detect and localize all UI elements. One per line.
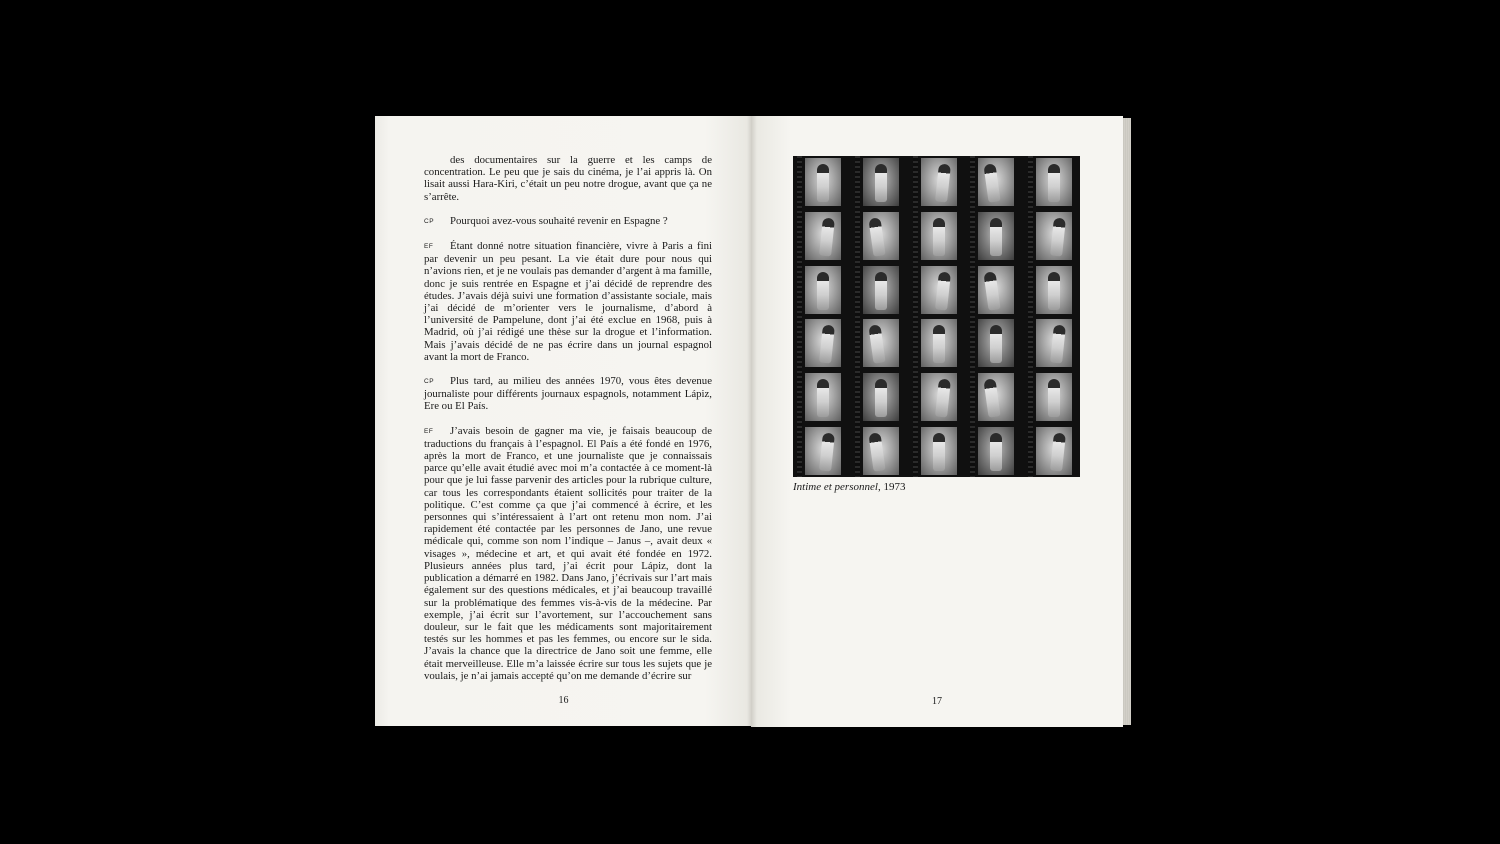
paragraph-text: Étant donné notre situation financière, vivre à Paris a fini par devenir un peu pesant. La vie était dure pour nous qui n’avions rien, et je ne voulais pas demander d’argent à ma famille, donc je suis rentrée en Espagne et j’ai décidé de reprendre des études. J’avais déjà suivi une formation d’assistante sociale, mais j’ai décidé de m’orienter vers le journalisme, d’abord à l’université de Pampelune, dont j’ai été exclue en 1968, puis à Madrid, où j’ai rédigé une thèse sur la drogue et l’information. Mais j’avais décidé de ne pas écrire dans un journal espagnol avant la mort de Franco. bbox=[424, 240, 712, 363]
film-frame bbox=[921, 319, 957, 367]
film-frame bbox=[1036, 266, 1072, 314]
film-strip bbox=[970, 156, 1018, 477]
figure-silhouette bbox=[875, 272, 887, 310]
paragraph bbox=[424, 240, 712, 363]
figure-silhouette bbox=[984, 379, 1001, 418]
speaker-label: EF bbox=[424, 427, 434, 435]
figure-silhouette bbox=[875, 379, 887, 417]
film-frame bbox=[805, 427, 841, 475]
film-frame bbox=[863, 373, 899, 421]
caption-title: Intime et personnel bbox=[793, 481, 878, 493]
film-frame bbox=[863, 319, 899, 367]
figure-silhouette bbox=[1048, 379, 1060, 417]
figure-silhouette bbox=[933, 433, 945, 471]
figure-silhouette bbox=[984, 271, 1001, 310]
figure-silhouette bbox=[875, 164, 887, 202]
film-frame bbox=[805, 266, 841, 314]
film-frame bbox=[805, 212, 841, 260]
figure-silhouette bbox=[933, 218, 945, 256]
film-frame bbox=[805, 373, 841, 421]
figure-silhouette bbox=[817, 379, 829, 417]
figure-silhouette bbox=[935, 379, 951, 418]
left-page bbox=[375, 116, 752, 726]
figure-silhouette bbox=[819, 217, 835, 256]
film-frame bbox=[978, 158, 1014, 206]
film-frame bbox=[805, 158, 841, 206]
photo-caption bbox=[793, 481, 905, 493]
speaker-label: CP bbox=[424, 217, 435, 225]
figure-silhouette bbox=[868, 217, 885, 256]
figure-silhouette bbox=[819, 432, 835, 471]
speaker-label: EF bbox=[424, 243, 434, 251]
film-frame bbox=[978, 266, 1014, 314]
figure-silhouette bbox=[817, 272, 829, 310]
figure-silhouette bbox=[819, 325, 835, 364]
film-frame bbox=[978, 427, 1014, 475]
paragraph bbox=[424, 425, 712, 682]
film-strip bbox=[797, 156, 845, 477]
figure-silhouette bbox=[990, 218, 1002, 256]
film-strip bbox=[855, 156, 903, 477]
paragraph-text: des documentaires sur la guerre et les camps de concentration. Le peu que je sais du cinéma, je l’ai appris là. On lisait aussi Hara-Kiri, c’était un peu notre drogue, avant que ça ne s’arrête. bbox=[424, 154, 712, 203]
paragraph bbox=[424, 375, 712, 413]
film-frame bbox=[863, 427, 899, 475]
figure-silhouette bbox=[935, 271, 951, 310]
paragraph-text: J’avais besoin de gagner ma vie, je faisais beaucoup de traductions du français à l’espagnol. El País a été fondé en 1976, après la mort de Franco, et une journaliste que je connaissais parce qu’elle avait étudié avec moi m’a contactée à ce moment-là pour que je lui fasse parvenir des articles pour la rubrique culture, car tous les correspondants étaient sollicités pour traiter de la politique. C’est comme ça que j’ai commencé à écrire, et les personnes qui s’intéressaient à l’art ont retenu mon nom. J’ai rapidement été contactée par les personnes de Jano, une revue médicale qui, comme son nom l’indique – Janus –, avait deux « visages », médecine et art, et qui avait été fondée en 1972. Plusieurs années plus tard, j’ai écrit pour Lápiz, dont la publication a démarré en 1982. Dans Jano, j’écrivais sur l’art mais également sur des questions médicales, et j’ai beaucoup travaillé sur la problématique des femmes vis-à-vis de la médecine. Par exemple, j’ai écrit sur l’avortement, sur l’accouchement sans douleur, sur le fait que les médicaments sont majoritairement testés sur les hommes et pas les femmes, ou encore sur le sida. J’avais la chance que la directrice de Jano soit une femme, elle était merveilleuse. Elle m’a laissée écrire sur tous les sujets que je voulais, je n’ai jamais accepté qu’on me demande d’écrire sur bbox=[424, 424, 712, 682]
film-frame bbox=[805, 319, 841, 367]
speaker-label: CP bbox=[424, 378, 435, 386]
page-number-left: 16 bbox=[558, 695, 569, 706]
film-frame bbox=[1036, 319, 1072, 367]
film-frame bbox=[1036, 212, 1072, 260]
page-number-right: 17 bbox=[932, 696, 942, 707]
film-frame bbox=[978, 319, 1014, 367]
figure-silhouette bbox=[990, 325, 1002, 363]
figure-silhouette bbox=[935, 163, 951, 202]
film-frame bbox=[921, 212, 957, 260]
film-frame bbox=[978, 373, 1014, 421]
film-frame bbox=[921, 266, 957, 314]
paragraph bbox=[424, 154, 712, 203]
figure-silhouette bbox=[1050, 325, 1066, 364]
film-frame bbox=[863, 266, 899, 314]
film-frame bbox=[863, 212, 899, 260]
film-frame bbox=[921, 158, 957, 206]
film-frame bbox=[863, 158, 899, 206]
film-frame bbox=[921, 373, 957, 421]
figure-silhouette bbox=[1050, 217, 1066, 256]
figure-silhouette bbox=[1050, 432, 1066, 471]
film-frame bbox=[1036, 427, 1072, 475]
figure-silhouette bbox=[817, 164, 829, 202]
film-frame bbox=[1036, 373, 1072, 421]
film-strip bbox=[913, 156, 961, 477]
caption-year: , 1973 bbox=[877, 481, 906, 493]
film-frame bbox=[921, 427, 957, 475]
figure-silhouette bbox=[990, 433, 1002, 471]
figure-silhouette bbox=[933, 325, 945, 363]
figure-silhouette bbox=[868, 432, 885, 471]
right-page bbox=[751, 116, 1123, 727]
page-edges bbox=[1123, 118, 1131, 725]
paragraph bbox=[424, 215, 712, 228]
film-strip bbox=[1028, 156, 1076, 477]
figure-silhouette bbox=[1048, 272, 1060, 310]
film-frame bbox=[1036, 158, 1072, 206]
interview-text bbox=[424, 154, 712, 694]
contact-sheet-photo bbox=[793, 156, 1080, 477]
figure-silhouette bbox=[868, 325, 885, 364]
film-frame bbox=[978, 212, 1014, 260]
figure-silhouette bbox=[984, 163, 1001, 202]
figure-silhouette bbox=[1048, 164, 1060, 202]
paragraph-text: Pourquoi avez-vous souhaité revenir en Espagne ? bbox=[450, 214, 668, 227]
paragraph-text: Plus tard, au milieu des années 1970, vous êtes devenue journaliste pour différents journaux espagnols, notamment Lápiz, Ere ou El País. bbox=[424, 375, 712, 413]
